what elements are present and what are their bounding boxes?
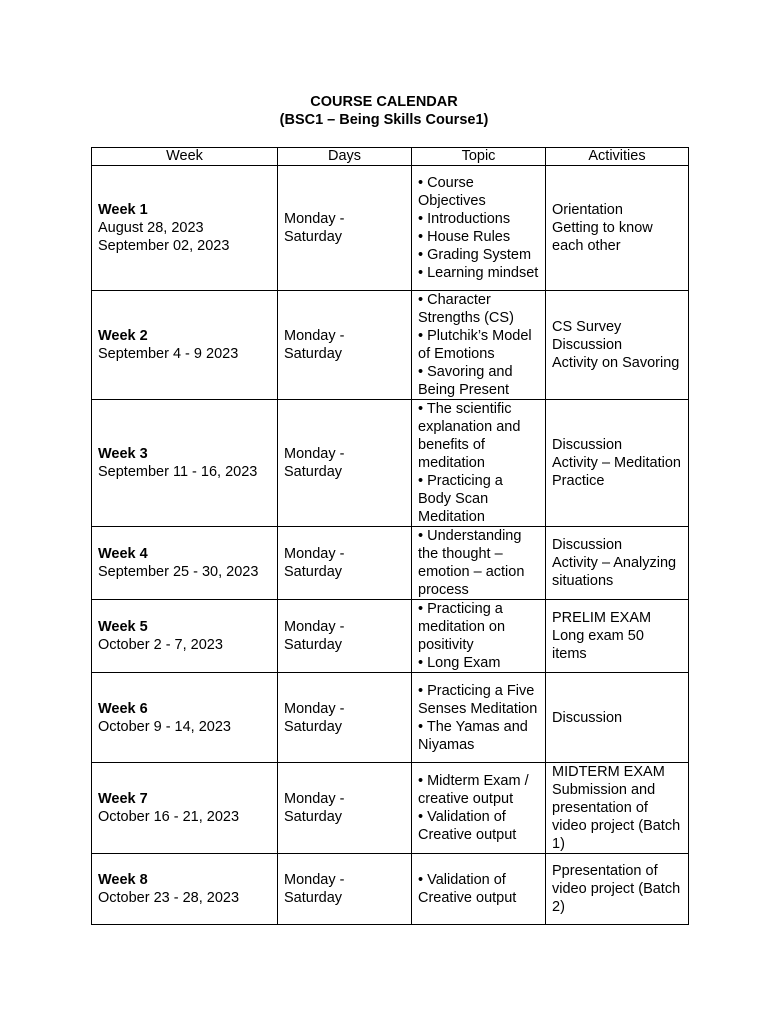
table-row — [92, 291, 689, 400]
days-cell: Monday - Saturday — [278, 291, 412, 400]
activity-item: Submission and presentation of video project (Batch 1) — [552, 782, 681, 852]
days-cell: Monday - Saturday — [278, 527, 412, 600]
week-date: October 9 - 14, 2023 — [98, 718, 231, 735]
week-label: Week 1 — [98, 202, 148, 218]
activity-item: Long exam 50 items — [552, 628, 644, 662]
topic-cell — [412, 600, 546, 673]
week-label: Week 8 — [98, 872, 148, 888]
topic-cell — [412, 400, 546, 527]
activities-cell — [546, 527, 689, 600]
topic-item: • Midterm Exam / creative output — [418, 773, 529, 807]
activities-cell — [546, 673, 689, 763]
topic-item: • Course Objectives — [418, 175, 486, 209]
activities-cell — [546, 854, 689, 925]
week-label: Week 4 — [98, 546, 148, 562]
table-row — [92, 763, 689, 854]
header-activities: Activities — [546, 148, 689, 166]
week-date: October 2 - 7, 2023 — [98, 637, 223, 653]
topic-item: • House Rules — [418, 229, 511, 245]
days-cell: Monday - Saturday — [278, 600, 412, 673]
activities-cell — [546, 166, 689, 291]
days-cell: Monday - Saturday — [278, 673, 412, 763]
topic-cell — [412, 854, 546, 925]
topic-item: • Character Strengths (CS) — [418, 292, 514, 326]
week-label: Week 3 — [98, 446, 148, 462]
topic-item: • Practicing a Five Senses Meditation — [418, 682, 538, 717]
week-label: Week 5 — [98, 619, 148, 635]
topic-item: • Savoring and Being Present — [418, 364, 513, 398]
week-cell — [92, 291, 278, 400]
week-date: October 16 - 21, 2023 — [98, 809, 240, 825]
week-date: September 11 - 16, 2023 — [98, 464, 258, 480]
table-row — [92, 854, 689, 925]
topic-cell — [412, 527, 546, 600]
days-cell: Monday - Saturday — [278, 763, 412, 854]
header-topic: Topic — [412, 148, 546, 166]
topic-cell — [412, 763, 546, 854]
week-cell — [92, 763, 278, 854]
topic-item: • Validation of Creative output — [418, 809, 517, 843]
activity-item: CS Survey — [552, 319, 622, 335]
activity-item: Orientation — [552, 202, 623, 218]
topic-cell — [412, 166, 546, 291]
activities-cell — [546, 291, 689, 400]
topic-item: • Practicing a Body Scan Meditation — [418, 473, 503, 525]
activity-item: MIDTERM EXAM — [552, 764, 665, 780]
week-label: Week 7 — [98, 791, 148, 807]
week-date: August 28, 2023 — [98, 220, 204, 236]
week-cell — [92, 400, 278, 527]
activity-item: Discussion — [552, 709, 623, 726]
topic-cell — [412, 673, 546, 763]
week-label: Week 6 — [98, 700, 148, 717]
document-title: COURSE CALENDAR — [310, 94, 458, 110]
activities-cell — [546, 763, 689, 854]
activity-item: Getting to know each other — [552, 220, 653, 254]
week-cell — [92, 600, 278, 673]
week-date: September 02, 2023 — [98, 238, 230, 254]
activity-item: PRELIM EXAM — [552, 610, 652, 626]
topic-item: • Long Exam — [418, 655, 501, 671]
topic-item: • Validation of Creative output — [418, 872, 517, 906]
table-row — [92, 673, 689, 763]
header-days: Days — [278, 148, 412, 166]
topic-item: • Introductions — [418, 211, 511, 227]
activity-item: Activity on Savoring — [552, 355, 680, 371]
week-label: Week 2 — [98, 328, 148, 344]
week-cell — [92, 166, 278, 291]
table-row — [92, 400, 689, 527]
table-row — [92, 166, 689, 291]
topic-item: • Learning mindset — [418, 265, 539, 281]
activities-cell — [546, 400, 689, 527]
days-cell: Monday - Saturday — [278, 854, 412, 925]
week-cell — [92, 527, 278, 600]
topic-item: • The Yamas and Niyamas — [418, 718, 528, 753]
topic-item: • Plutchik’s Model of Emotions — [418, 328, 532, 362]
topic-cell — [412, 291, 546, 400]
course-calendar-table — [91, 147, 689, 925]
activity-item: Ppresentation of video project (Batch 2) — [552, 863, 681, 915]
topic-item: • The scientific explanation and benefits of meditation — [418, 401, 521, 471]
days-cell: Monday - Saturday — [278, 166, 412, 291]
activity-item: Activity – Meditation Practice — [552, 455, 681, 489]
table-header-row — [92, 148, 689, 166]
topic-item: • Understanding the thought – emotion – action process — [418, 528, 525, 598]
week-date: September 25 - 30, 2023 — [98, 564, 259, 580]
week-cell — [92, 673, 278, 763]
activity-item: Discussion — [552, 537, 623, 553]
topic-item: • Grading System — [418, 247, 532, 263]
week-cell — [92, 854, 278, 925]
table-body — [92, 166, 689, 925]
week-date: October 23 - 28, 2023 — [98, 890, 240, 906]
activity-item: Activity – Analyzing situations — [552, 555, 677, 589]
header-week: Week — [92, 148, 278, 166]
document-subtitle: (BSC1 – Being Skills Course1) — [279, 112, 489, 128]
days-cell: Monday - Saturday — [278, 400, 412, 527]
activity-item: Discussion — [552, 437, 623, 453]
activities-cell — [546, 600, 689, 673]
week-date: September 4 - 9 2023 — [98, 346, 239, 362]
topic-item: • Practicing a meditation on positivity — [418, 601, 506, 653]
activity-item: Discussion — [552, 337, 623, 353]
table-row — [92, 527, 689, 600]
table-row — [92, 600, 689, 673]
